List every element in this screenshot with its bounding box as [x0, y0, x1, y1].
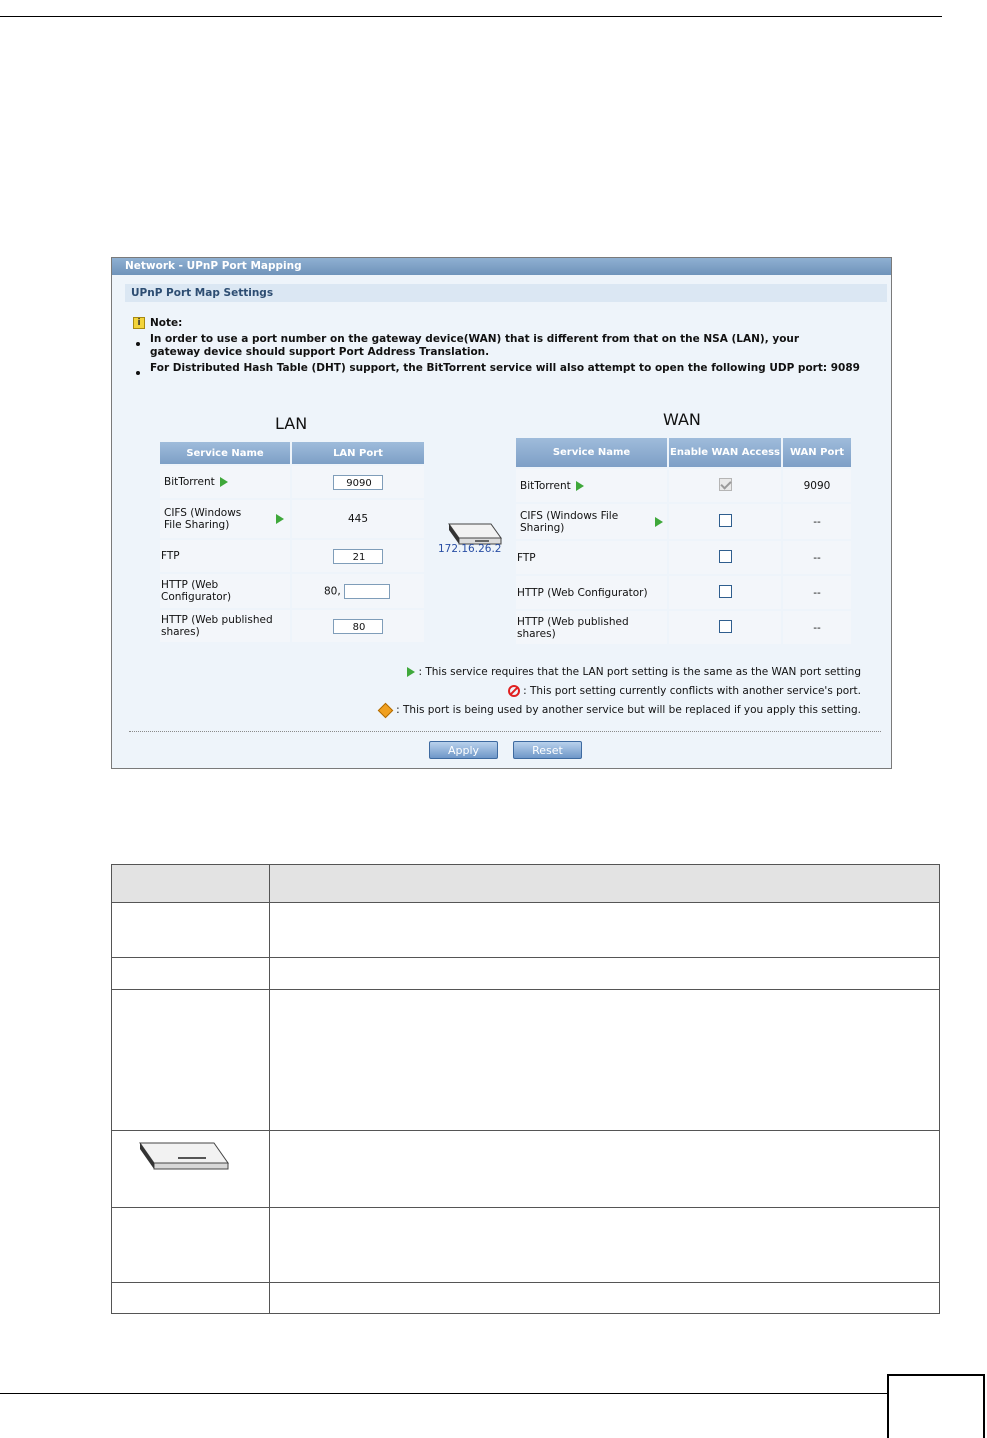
wan-row: [516, 469, 851, 502]
table-header-row: [112, 865, 940, 903]
legend-same-port: : This service requires that the LAN port setting is the same as the WAN port setting: [402, 666, 861, 678]
table-row: [112, 1208, 940, 1283]
wan-row: [516, 611, 851, 644]
bittorrent-wan-checkbox[interactable]: [719, 478, 732, 491]
wan-port: --: [783, 504, 851, 539]
wan-row: [516, 504, 851, 539]
section-title: UPnP Port Map Settings: [125, 284, 887, 302]
note-item-2: For Distributed Hash Table (DHT) support, the BitTorrent service will also attempt to open the following UDP port: 9089: [150, 362, 860, 374]
lan-service-name: HTTP (Web Configurator): [161, 579, 232, 603]
window-title: Network - UPnP Port Mapping: [112, 258, 891, 275]
green-arrow-icon: [407, 667, 415, 677]
lan-row: [160, 500, 424, 538]
content-panel: [112, 275, 891, 768]
note-icon: i: [133, 317, 145, 329]
web-configurator-lan-port-input[interactable]: [344, 584, 390, 599]
wan-row: [516, 576, 851, 609]
page-header-rule: [0, 16, 942, 17]
note-item-1: In order to use a port number on the gateway device(WAN) that is different from that on the NSA (LAN), your gateway device should support Port Address Translation.: [150, 333, 800, 358]
reset-button[interactable]: Reset: [513, 741, 582, 759]
wan-service-name: CIFS (Windows File Sharing): [520, 509, 619, 534]
web-configurator-wan-checkbox[interactable]: [719, 585, 732, 598]
cifs-wan-checkbox[interactable]: [719, 514, 732, 527]
device-ip: 172.16.26.2: [438, 543, 502, 555]
lan-row: [160, 610, 424, 642]
wan-port: 9090: [783, 469, 851, 502]
wan-caption: WAN: [663, 410, 701, 429]
apply-button[interactable]: Apply: [429, 741, 498, 759]
ftp-wan-checkbox[interactable]: [719, 550, 732, 563]
page-number-box: [887, 1374, 985, 1438]
bittorrent-lan-port-input[interactable]: 9090: [333, 475, 383, 490]
lan-service-name: BitTorrent: [164, 476, 215, 488]
wan-header-service: Service Name: [516, 438, 667, 467]
table-row: [112, 958, 940, 990]
note-bullet: [136, 342, 140, 346]
cifs-lan-port: 445: [292, 500, 424, 538]
green-arrow-icon: [276, 514, 284, 524]
note-bullet: [136, 371, 140, 375]
lan-row: [160, 540, 424, 572]
wan-row: [516, 541, 851, 574]
separator: [129, 731, 881, 732]
field-description-table: [111, 864, 940, 1314]
table-row: [112, 903, 940, 958]
table-row: [112, 990, 940, 1131]
web-shares-lan-port-input[interactable]: 80: [333, 619, 383, 634]
wan-service-name: BitTorrent: [520, 479, 571, 492]
wan-port: --: [783, 541, 851, 574]
nsa-device-icon: [134, 1139, 269, 1176]
legend-warning: : This port is being used by another service but will be replaced if you apply this setting.: [380, 704, 861, 716]
lan-row: [160, 466, 424, 498]
lan-table: [158, 440, 426, 644]
wan-service-name: FTP: [516, 541, 667, 574]
lan-header-service: Service Name: [160, 442, 290, 464]
wan-table: [514, 436, 853, 646]
wan-service-name: HTTP (Web published shares): [517, 615, 629, 640]
lan-caption: LAN: [275, 414, 308, 433]
green-arrow-icon: [655, 517, 663, 527]
web-shares-wan-checkbox[interactable]: [719, 620, 732, 633]
wan-port: --: [783, 576, 851, 609]
wan-service-name: HTTP (Web Configurator): [516, 576, 667, 609]
green-arrow-icon: [220, 477, 228, 487]
legend-conflict: : This port setting currently conflicts with another service's port.: [508, 685, 861, 697]
lan-service-name: HTTP (Web published shares): [161, 614, 273, 638]
lan-service-name: CIFS (Windows File Sharing): [164, 507, 242, 531]
lan-row: [160, 574, 424, 608]
table-row: [112, 1131, 940, 1208]
note-label: Note:: [150, 317, 183, 329]
wan-header-enable: Enable WAN Access: [669, 438, 781, 467]
lan-service-name: FTP: [160, 540, 290, 572]
wan-header-port: WAN Port: [783, 438, 851, 467]
conflict-icon: [508, 685, 520, 697]
lan-header-port: LAN Port: [292, 442, 424, 464]
web-configurator-port-prefix: 80,: [323, 585, 341, 597]
warning-diamond-icon: [378, 702, 394, 718]
green-arrow-icon: [576, 481, 584, 491]
upnp-port-mapping-screen: [111, 257, 892, 769]
table-row: [112, 1283, 940, 1314]
page-footer-rule: [0, 1393, 887, 1394]
wan-port: --: [783, 611, 851, 644]
ftp-lan-port-input[interactable]: 21: [333, 549, 383, 564]
